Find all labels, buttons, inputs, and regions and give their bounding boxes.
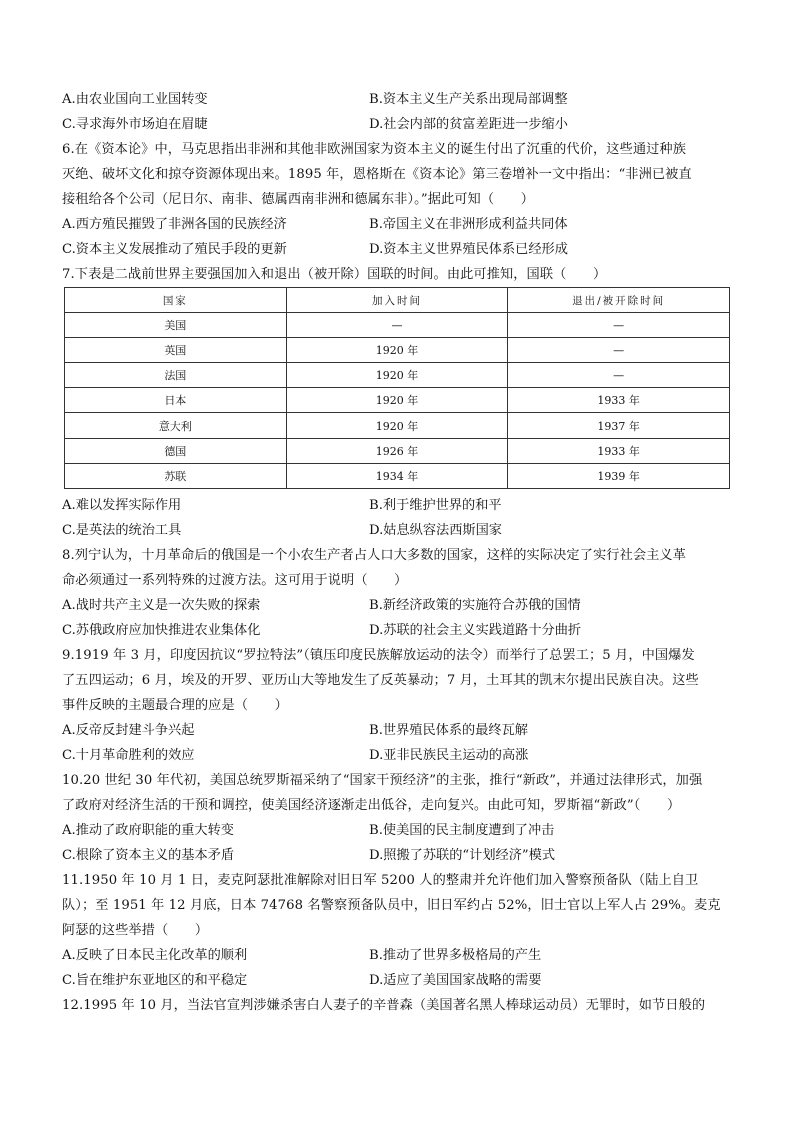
table-row bbox=[65, 313, 730, 338]
table-cell: — bbox=[508, 313, 730, 338]
table-row bbox=[65, 413, 730, 438]
q11-stem-line-2: 队）；至 1951 年 12 月底，日本 74768 名警察预备队员中，旧日军约占 52%，旧士官以上军人占 29%。麦克 bbox=[62, 898, 721, 913]
table-cell: 1933 年 bbox=[508, 388, 730, 413]
table-cell: 英国 bbox=[65, 338, 287, 363]
q9-option-d[interactable]: D.亚非民族民主运动的高涨 bbox=[369, 748, 529, 763]
table-cell: 苏联 bbox=[65, 463, 287, 488]
table-cell: 1933 年 bbox=[508, 438, 730, 463]
table-cell: — bbox=[508, 363, 730, 388]
table-header-cell: 国家 bbox=[65, 288, 287, 313]
q11-option-d[interactable]: D.适应了美国国家战略的需要 bbox=[369, 973, 542, 988]
q11-stem-line-3: 阿瑟的这些举措（ ） bbox=[62, 923, 209, 938]
q8-option-a[interactable]: A.战时共产主义是一次失败的探索 bbox=[62, 598, 261, 613]
table-cell: 1920 年 bbox=[286, 338, 508, 363]
q9-option-b[interactable]: B.世界殖民体系的最终瓦解 bbox=[369, 723, 528, 738]
q7-option-d[interactable]: D.姑息纵容法西斯国家 bbox=[369, 523, 502, 538]
q10-option-d[interactable]: D.照搬了苏联的“计划经济”模式 bbox=[369, 848, 556, 863]
q9-stem-line-1: 9.1919 年 3 月，印度因抗议“罗拉特法”（镇压印度民族解放运动的法令）而举行了总罢工；5 月，中国爆发 bbox=[62, 648, 695, 663]
q5-option-d[interactable]: D.社会内部的贫富差距进一步缩小 bbox=[369, 117, 568, 132]
q11-option-a[interactable]: A.反映了日本民主化改革的顺利 bbox=[62, 948, 248, 963]
q10-stem-line-2: 了政府对经济生活的干预和调控，使美国经济逐渐走出低谷，走向复兴。由此可知，罗斯福“新政”（ ） bbox=[62, 798, 681, 813]
q6-option-a[interactable]: A.西方殖民摧毁了非洲各国的民族经济 bbox=[62, 217, 287, 232]
q5-option-b[interactable]: B.资本主义生产关系出现局部调整 bbox=[369, 92, 568, 107]
table-header-cell: 退出/被开除时间 bbox=[508, 288, 730, 313]
q6-stem-line-1: 6.在《资本论》中，马克思指出非洲和其他非欧洲国家为资本主义的诞生付出了沉重的代价，这些通过种族 bbox=[62, 142, 687, 157]
table-cell: 美国 bbox=[65, 313, 287, 338]
table-cell: 德国 bbox=[65, 438, 287, 463]
q8-stem-line-2: 命必须通过一系列特殊的过渡方法。这可用于说明（ ） bbox=[62, 573, 408, 588]
q10-option-a[interactable]: A.推动了政府职能的重大转变 bbox=[62, 823, 234, 838]
table-cell: — bbox=[286, 313, 508, 338]
table-cell: 1920 年 bbox=[286, 363, 508, 388]
q8-option-c[interactable]: C.苏俄政府应加快推进农业集体化 bbox=[62, 623, 261, 638]
table-row bbox=[65, 388, 730, 413]
q10-stem-line-1: 10.20 世纪 30 年代初，美国总统罗斯福采纳了“国家干预经济”的主张，推行“新政”，并通过法律形式，加强 bbox=[62, 773, 703, 788]
table-cell: 1920 年 bbox=[286, 388, 508, 413]
table-cell: 1920 年 bbox=[286, 413, 508, 438]
table-cell: 1937 年 bbox=[508, 413, 730, 438]
q5-option-a[interactable]: A.由农业国向工业国转变 bbox=[62, 92, 208, 107]
q6-option-c[interactable]: C.资本主义发展推动了殖民手段的更新 bbox=[62, 242, 287, 257]
table-row bbox=[65, 438, 730, 463]
q7-option-a[interactable]: A.难以发挥实际作用 bbox=[62, 498, 182, 513]
table-row bbox=[65, 463, 730, 488]
table-header-row bbox=[65, 288, 730, 313]
table-row bbox=[65, 363, 730, 388]
q11-option-c[interactable]: C.旨在维护东亚地区的和平稳定 bbox=[62, 973, 248, 988]
q7-option-b[interactable]: B.利于维护世界的和平 bbox=[369, 498, 502, 513]
q10-option-b[interactable]: B.使美国的民主制度遭到了冲击 bbox=[369, 823, 555, 838]
q12-stem-line-1: 12.1995 年 10 月，当法官宣判涉嫌杀害白人妻子的辛普森（美国著名黑人棒球运动员）无罪时，如节日般的 bbox=[62, 998, 706, 1013]
q6-option-b[interactable]: B.帝国主义在非洲形成利益共同体 bbox=[369, 217, 568, 232]
q8-option-d[interactable]: D.苏联的社会主义实践道路十分曲折 bbox=[369, 623, 582, 638]
q9-stem-line-3: 事件反映的主题最合理的应是（ ） bbox=[62, 698, 288, 713]
q7-stem: 7.下表是二战前世界主要强国加入和退出（被开除）国联的时间。由此可推知，国联（ ） bbox=[62, 267, 607, 282]
table-row bbox=[65, 338, 730, 363]
table-cell: 1926 年 bbox=[286, 438, 508, 463]
table-cell: — bbox=[508, 338, 730, 363]
q8-option-b[interactable]: B.新经济政策的实施符合苏俄的国情 bbox=[369, 598, 581, 613]
table-cell: 1939 年 bbox=[508, 463, 730, 488]
q9-option-a[interactable]: A.反帝反封建斗争兴起 bbox=[62, 723, 195, 738]
table-header-cell: 加入时间 bbox=[286, 288, 508, 313]
table-cell: 日本 bbox=[65, 388, 287, 413]
q11-option-b[interactable]: B.推动了世界多极格局的产生 bbox=[369, 948, 542, 963]
q11-stem-line-1: 11.1950 年 10 月 1 日，麦克阿瑟批准解除对旧日军 5200 人的整肃并允许他们加入警察预备队（陆上自卫 bbox=[62, 873, 699, 888]
league-of-nations-table bbox=[64, 287, 730, 489]
q5-option-c[interactable]: C.寻求海外市场迫在眉睫 bbox=[62, 117, 208, 132]
q6-stem-line-3: 接租给各个公司（尼日尔、南非、德属西南非洲和德属东非）。”据此可知（ ） bbox=[62, 192, 534, 207]
table-cell: 1934 年 bbox=[286, 463, 508, 488]
q6-option-d[interactable]: D.资本主义世界殖民体系已经形成 bbox=[369, 242, 568, 257]
q9-option-c[interactable]: C.十月革命胜利的效应 bbox=[62, 748, 195, 763]
q10-option-c[interactable]: C.根除了资本主义的基本矛盾 bbox=[62, 848, 235, 863]
table-cell: 法国 bbox=[65, 363, 287, 388]
table-cell: 意大利 bbox=[65, 413, 287, 438]
q8-stem-line-1: 8.列宁认为，十月革命后的俄国是一个小农生产者占人口大多数的国家，这样的实际决定了实行社会主义革 bbox=[62, 548, 687, 563]
q9-stem-line-2: 了五四运动；6 月，埃及的开罗、亚历山大等地发生了反英暴动；7 月，土耳其的凯末尔提出民族自决。这些 bbox=[62, 673, 699, 688]
q6-stem-line-2: 灭绝、破坏文化和掠夺资源体现出来。1895 年，恩格斯在《资本论》第三卷增补一文中指出：“非洲已被直 bbox=[62, 167, 692, 182]
q7-option-c[interactable]: C.是英法的统治工具 bbox=[62, 523, 182, 538]
